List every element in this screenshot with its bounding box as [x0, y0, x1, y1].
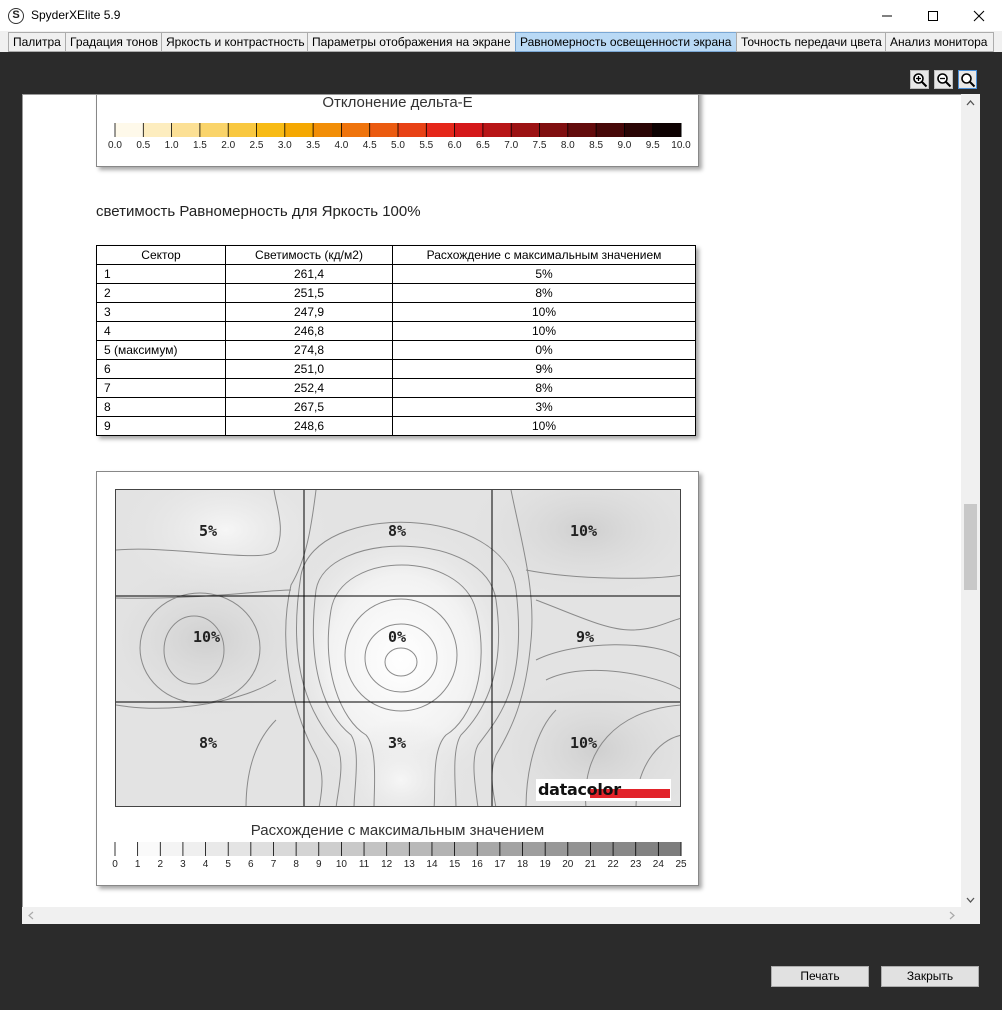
deviation-scale-segment [228, 842, 251, 856]
deviation-tick-label: 21 [584, 859, 597, 870]
deviation-tick-label: 24 [652, 859, 664, 870]
deviation-tick-label: 10 [335, 859, 347, 870]
close-button[interactable]: Закрыть [881, 966, 979, 987]
cell-luminance: 274,8 [226, 341, 393, 360]
zoom-fit-button[interactable] [958, 70, 977, 89]
delta-e-scale-segment [653, 123, 682, 137]
luminance-table [96, 245, 696, 436]
datacolor-logo-text: datacolor [538, 780, 621, 799]
sector-1-deviation-label: 5% [199, 522, 218, 540]
table-row [97, 322, 696, 341]
deviation-scale-segment [500, 842, 523, 856]
col-header-sector: Сектор [97, 246, 226, 265]
delta-e-tick-label: 6.5 [475, 140, 490, 151]
delta-e-tick-label: 2.5 [249, 140, 264, 151]
table-row [97, 265, 696, 284]
delta-e-scale-segment [143, 123, 172, 137]
delta-e-tick-label: 5.0 [391, 140, 405, 151]
delta-e-scale-segment [313, 123, 342, 137]
zoom-out-button[interactable] [934, 70, 953, 89]
deviation-scale-segment [341, 842, 364, 856]
cell-luminance: 252,4 [226, 379, 393, 398]
delta-e-tick-label: 3.0 [277, 140, 292, 151]
deviation-tick-label: 18 [516, 859, 529, 870]
sector-9-deviation-label: 10% [570, 734, 598, 752]
delta-e-scale-segment [370, 123, 399, 137]
cell-luminance: 247,9 [226, 303, 393, 322]
deviation-scale-segment [545, 842, 568, 856]
deviation-tick-label: 14 [426, 859, 438, 870]
zoom-fit-icon [960, 72, 976, 88]
deviation-scale-segment [296, 842, 319, 856]
tab-color-accuracy[interactable]: Точность передачи цвета [736, 32, 886, 52]
deviation-tick-label: 1 [134, 859, 141, 870]
delta-e-tick-label: 5.5 [419, 140, 434, 151]
deviation-scale-segment [138, 842, 161, 856]
cell-deviation: 9% [393, 360, 696, 379]
deviation-tick-label: 6 [248, 859, 254, 870]
deviation-tick-label: 3 [180, 859, 186, 870]
sector-7-deviation-label: 8% [199, 734, 218, 752]
deviation-tick-label: 17 [494, 859, 506, 870]
delta-e-tick-label: 7.5 [532, 140, 547, 151]
luminance-table-body [97, 265, 696, 436]
cell-deviation: 8% [393, 379, 696, 398]
sector-6-deviation-label: 9% [576, 628, 595, 646]
cell-sector: 1 [97, 265, 226, 284]
cell-sector: 5 (максимум) [97, 341, 226, 360]
scroll-left-icon [25, 907, 37, 924]
table-row [97, 379, 696, 398]
scroll-right-icon [946, 907, 958, 924]
sector-4-deviation-label: 10% [193, 628, 221, 646]
delta-e-tick-label: 3.5 [306, 140, 321, 151]
deviation-scale-segment [115, 842, 138, 856]
deviation-scale-segment [636, 842, 659, 856]
table-row [97, 284, 696, 303]
minimize-button[interactable] [864, 0, 910, 31]
tab-brightness-contrast[interactable]: Яркость и контрастность [161, 32, 308, 52]
zoom-out-icon [936, 72, 952, 88]
table-header-row [97, 246, 696, 265]
cell-deviation: 0% [393, 341, 696, 360]
deviation-tick-label: 5 [225, 859, 231, 870]
sector-5-deviation-label: 0% [388, 628, 407, 646]
deviation-scale-segment [477, 842, 500, 856]
tab-monitor-analysis[interactable]: Анализ монитора [885, 32, 994, 52]
window-title: SpyderXElite 5.9 [31, 8, 121, 22]
delta-e-tick-label: 2.0 [221, 140, 236, 151]
sector-3-deviation-label: 10% [570, 522, 598, 540]
deviation-scale-segment [319, 842, 342, 856]
delta-e-tick-label: 9.5 [645, 140, 660, 151]
deviation-scale-segment [568, 842, 591, 856]
deviation-tick-label: 7 [270, 859, 277, 870]
scrollbar-corner [961, 907, 980, 924]
deviation-scale-segment [523, 842, 546, 856]
deviation-tick-label: 22 [607, 859, 619, 870]
delta-e-scale-segment [568, 123, 597, 137]
tab-strip [0, 31, 1002, 52]
maximize-icon [927, 10, 939, 22]
cell-sector: 7 [97, 379, 226, 398]
deviation-scale-segment [364, 842, 387, 856]
cell-luminance: 261,4 [226, 265, 393, 284]
delta-e-scale-segment [285, 123, 314, 137]
delta-e-scale-segment [341, 123, 370, 137]
delta-e-scale-panel [96, 94, 699, 167]
deviation-tick-label: 13 [403, 859, 415, 870]
cell-deviation: 10% [393, 322, 696, 341]
delta-e-tick-label: 10.0 [671, 140, 691, 151]
cell-luminance: 251,5 [226, 284, 393, 303]
cell-sector: 4 [97, 322, 226, 341]
deviation-scale-segment [183, 842, 206, 856]
cell-sector: 9 [97, 417, 226, 436]
deviation-tick-label: 20 [562, 859, 574, 870]
table-row [97, 398, 696, 417]
delta-e-scale-segment [257, 123, 286, 137]
deviation-scale-segment [206, 842, 229, 856]
delta-e-scale-segment [398, 123, 427, 137]
delta-e-scale-segment [115, 123, 144, 137]
deviation-scale-segment [590, 842, 613, 856]
deviation-scale-segment [658, 842, 681, 856]
sector-8-deviation-label: 3% [388, 734, 407, 752]
horizontal-scrollbar[interactable] [22, 907, 961, 924]
deviation-tick-label: 23 [630, 859, 642, 870]
delta-e-scale-segment [483, 123, 512, 137]
cell-sector: 3 [97, 303, 226, 322]
app-logo-icon: S [8, 8, 24, 24]
delta-e-scale-segment [426, 123, 455, 137]
deviation-tick-label: 12 [381, 859, 393, 870]
cell-luminance: 267,5 [226, 398, 393, 417]
delta-e-scale-title: Отклонение дельта-Е [322, 94, 473, 111]
scroll-down-icon [961, 894, 980, 906]
deviation-tick-label: 15 [449, 859, 461, 870]
print-button[interactable]: Печать [771, 966, 869, 987]
delta-e-scale-segment [172, 123, 201, 137]
cell-luminance: 251,0 [226, 360, 393, 379]
table-row [97, 303, 696, 322]
delta-e-tick-label: 4.5 [362, 140, 377, 151]
delta-e-scale-segment [455, 123, 484, 137]
uniformity-map-panel [96, 471, 699, 886]
delta-e-scale-segment [511, 123, 540, 137]
minimize-icon [881, 10, 893, 22]
delta-e-tick-label: 6.0 [447, 140, 462, 151]
deviation-scale-segment [432, 842, 455, 856]
table-row [97, 341, 696, 360]
title-bar [0, 0, 1002, 31]
vertical-scroll-thumb[interactable] [964, 504, 977, 590]
zoom-in-button[interactable] [910, 70, 929, 89]
cell-sector: 2 [97, 284, 226, 303]
delta-e-tick-label: 8.5 [589, 140, 604, 151]
deviation-scale-segment [409, 842, 432, 856]
deviation-tick-label: 19 [539, 859, 551, 870]
cell-sector: 6 [97, 360, 226, 379]
col-header-deviation: Расхождение с максимальным значением [393, 246, 696, 265]
delta-e-scale-segment [200, 123, 229, 137]
cell-deviation: 10% [393, 417, 696, 436]
delta-e-scale-segment [228, 123, 257, 137]
deviation-tick-label: 9 [315, 859, 322, 870]
delta-e-color-scale [97, 94, 700, 168]
deviation-tick-label: 8 [293, 859, 299, 870]
table-row [97, 360, 696, 379]
deviation-scale-segment [613, 842, 636, 856]
cell-sector: 8 [97, 398, 226, 417]
tab-screen-uniformity[interactable]: Равномерность освещенности экрана [515, 32, 737, 52]
deviation-scale-segment [387, 842, 410, 856]
tab-tone-gradation[interactable]: Градация тонов [65, 32, 162, 52]
deviation-tick-label: 25 [675, 859, 687, 870]
cell-deviation: 8% [393, 284, 696, 303]
deviation-tick-label: 4 [202, 859, 209, 870]
deviation-tick-label: 16 [471, 859, 483, 870]
report-viewport [22, 94, 980, 924]
delta-e-tick-label: 7.0 [504, 140, 519, 151]
close-icon [973, 10, 985, 22]
deviation-tick-label: 2 [157, 859, 164, 870]
vertical-scrollbar[interactable] [961, 94, 980, 909]
maximize-button[interactable] [910, 0, 956, 31]
uniformity-heading: светимость Равномерность для Яркость 100% [96, 203, 421, 220]
delta-e-scale-segment [540, 123, 569, 137]
deviation-scale-title: Расхождение с максимальным значением [250, 822, 545, 839]
cell-deviation: 10% [393, 303, 696, 322]
delta-e-scale-segment [624, 123, 653, 137]
delta-e-tick-label: 1.0 [164, 140, 179, 151]
table-row [97, 417, 696, 436]
delta-e-tick-label: 1.5 [192, 140, 207, 151]
cell-luminance: 248,6 [226, 417, 393, 436]
cell-luminance: 246,8 [226, 322, 393, 341]
deviation-scale-segment [251, 842, 274, 856]
deviation-tick-label: 0 [112, 859, 118, 870]
cell-deviation: 5% [393, 265, 696, 284]
zoom-in-icon [912, 72, 928, 88]
col-header-luminance: Светимость (кд/м2) [226, 246, 393, 265]
delta-e-tick-label: 9.0 [617, 140, 632, 151]
tab-display-settings[interactable]: Параметры отображения на экране [307, 32, 516, 52]
deviation-scale-segment [273, 842, 296, 856]
sector-2-deviation-label: 8% [388, 522, 407, 540]
delta-e-tick-label: 0.0 [108, 140, 122, 151]
delta-e-scale-segment [596, 123, 625, 137]
cell-deviation: 3% [393, 398, 696, 417]
deviation-scale-segment [160, 842, 183, 856]
deviation-gray-scale [97, 472, 700, 887]
close-window-button[interactable] [956, 0, 1002, 31]
scroll-up-icon [961, 97, 980, 109]
delta-e-tick-label: 4.0 [334, 140, 349, 151]
deviation-scale-segment [455, 842, 478, 856]
tab-palette[interactable]: Палитра [8, 32, 66, 52]
delta-e-tick-label: 0.5 [136, 140, 151, 151]
delta-e-tick-label: 8.0 [560, 140, 575, 151]
deviation-tick-label: 11 [358, 859, 370, 870]
